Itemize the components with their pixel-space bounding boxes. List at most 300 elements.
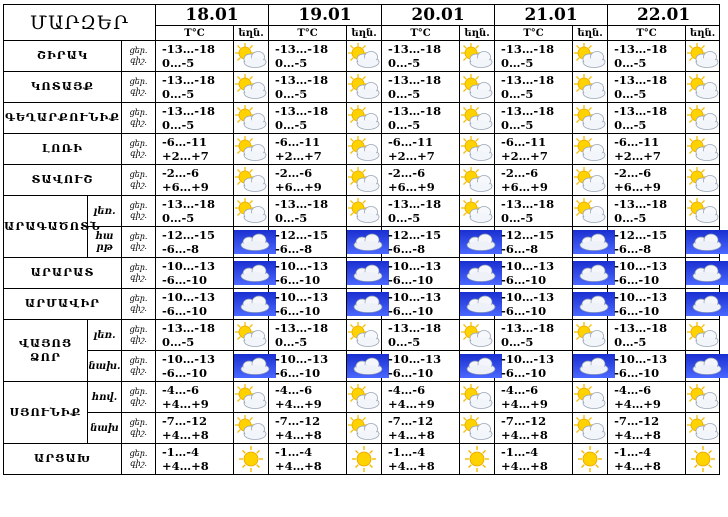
date-header: 21.01 [495,5,608,26]
weather-cell [234,196,269,227]
weather-cell [460,351,495,382]
night-temperature: 0…-5 [501,211,534,225]
night-temperature: 0…-5 [275,335,308,349]
weather-cell [460,227,495,258]
temperature-cell [156,258,234,289]
weather-cell [234,41,269,72]
sun-cloud-icon [460,73,494,101]
day-night-label [122,165,156,196]
night-temperature: -6…-8 [614,242,652,256]
weather-cell [573,382,608,413]
night-temperature: +4…+9 [388,397,435,411]
temperature-cell [495,72,573,103]
day-temperature: -13…-18 [162,197,216,211]
weather-cell [234,258,269,289]
weather-cell [234,134,269,165]
day-temperature: -4…-6 [388,383,426,397]
day-temperature: -10…-13 [162,352,216,366]
day-temperature: -1…-4 [162,445,200,459]
day-night-label [122,351,156,382]
sun-cloud-icon [234,414,268,442]
night-temperature: 0…-5 [388,211,421,225]
weather-cell [573,227,608,258]
cloud-icon [460,230,502,254]
sun-cloud-icon [573,73,607,101]
weather-cell [686,289,720,320]
day-temperature: -10…-13 [614,352,668,366]
region-name: ՍՅՈՒՆԻՔ [4,382,88,444]
subregion-label: լեռ. [88,320,122,351]
temperature-cell [495,227,573,258]
night-temperature: -6…-8 [275,242,313,256]
weather-cell [234,413,269,444]
day-temperature: -13…-18 [275,321,329,335]
sun-cloud-icon [234,135,268,163]
weather-cell [686,382,720,413]
temperature-cell [495,382,573,413]
weather-cell [347,444,382,475]
day-temperature: -6…-11 [614,135,660,149]
temperature-cell [269,103,347,134]
temperature-cell [269,196,347,227]
day-label: ցեր. [129,263,148,272]
night-temperature: +4…+9 [162,397,209,411]
date-header: 20.01 [382,5,495,26]
day-temperature: -2…-6 [614,166,652,180]
weather-cell [460,382,495,413]
temperature-cell [608,103,686,134]
temperature-cell [269,165,347,196]
sun-cloud-icon [686,197,720,225]
sun-cloud-icon [460,197,494,225]
day-temperature: -12…-15 [614,228,668,242]
region-name: ՎԱՅՈՑ ՁՈՐ [4,320,88,382]
temperature-cell [608,134,686,165]
temperature-cell [382,196,460,227]
weather-cell [460,72,495,103]
temperature-cell [156,351,234,382]
night-temperature: -6…-10 [501,366,547,380]
night-temperature: +6…+9 [501,180,548,194]
sun-cloud-icon [686,42,720,70]
day-night-label [122,289,156,320]
temperature-cell [156,413,234,444]
subregion-label: նախ [88,413,122,444]
region-name: ԼՈՌԻ [4,134,122,165]
regions-header: ՄԱՐԶԵՐ [4,5,156,41]
night-temperature: -6…-10 [501,304,547,318]
day-temperature: -13…-18 [388,42,442,56]
night-temperature: 0…-5 [388,56,421,70]
night-temperature: +4…+8 [388,428,435,442]
day-temperature: -10…-13 [275,352,329,366]
day-temperature: -6…-11 [388,135,434,149]
day-temperature: -1…-4 [501,445,539,459]
day-temperature: -1…-4 [614,445,652,459]
sun-icon [686,445,720,473]
day-temperature: -7…-12 [388,414,434,428]
weather-cell [234,165,269,196]
cloud-icon [460,292,502,316]
cloud-icon [460,354,502,378]
day-temperature: -6…-11 [162,135,208,149]
weather-cell [347,196,382,227]
weather-cell [347,72,382,103]
weather-cell [686,227,720,258]
day-temperature: -13…-18 [275,73,329,87]
sun-cloud-icon [347,383,381,411]
weather-cell [347,351,382,382]
weather-cell [234,351,269,382]
weather-cell [573,258,608,289]
weather-cell [686,320,720,351]
night-temperature: 0…-5 [275,211,308,225]
cloud-icon [573,230,615,254]
sun-cloud-icon [573,197,607,225]
sun-cloud-icon [460,414,494,442]
temperature-cell [608,165,686,196]
date-header: 18.01 [156,5,269,26]
temperature-cell [608,196,686,227]
weather-cell [460,134,495,165]
night-temperature: +4…+8 [501,459,548,473]
temperature-cell [269,72,347,103]
weather-cell [234,444,269,475]
day-label: ցեր. [129,294,148,303]
sun-cloud-icon [686,383,720,411]
night-temperature: +2…+7 [501,149,548,163]
day-temperature: -12…-15 [162,228,216,242]
night-temperature: 0…-5 [614,56,647,70]
temperature-cell [156,320,234,351]
temperature-cell [382,165,460,196]
night-temperature: -6…-8 [388,242,426,256]
weather-cell [347,382,382,413]
day-night-label [122,382,156,413]
day-temperature: -10…-13 [614,259,668,273]
day-temperature: -6…-11 [275,135,321,149]
region-name: ԳԵՂԱՐՔՈՒՆԻՔ [4,103,122,134]
day-temperature: -2…-6 [275,166,313,180]
sun-cloud-icon [686,166,720,194]
weather-cell [234,227,269,258]
day-label: ցեր. [129,108,148,117]
temperature-cell [156,134,234,165]
day-temperature: -13…-18 [614,104,668,118]
day-label: ցեր. [129,356,148,365]
temperature-cell [495,103,573,134]
day-night-label [122,134,156,165]
cloud-icon [347,230,389,254]
sun-cloud-icon [573,42,607,70]
night-temperature: +4…+9 [275,397,322,411]
day-label: ցեր. [129,46,148,55]
night-temperature: 0…-5 [275,118,308,132]
day-label: ցեր. [129,170,148,179]
weather-cell [573,103,608,134]
weather-cell [460,289,495,320]
weather-cell [347,134,382,165]
night-temperature: 0…-5 [501,87,534,101]
sun-cloud-icon [234,383,268,411]
sun-cloud-icon [686,104,720,132]
weather-cell [347,413,382,444]
weather-cell [460,165,495,196]
temperature-cell [382,444,460,475]
weather-cell [686,41,720,72]
sun-cloud-icon [460,104,494,132]
weather-cell [573,196,608,227]
temperature-cell [269,444,347,475]
night-temperature: +6…+9 [162,180,209,194]
sun-cloud-icon [347,197,381,225]
temperature-cell [495,413,573,444]
day-temperature: -10…-13 [501,259,555,273]
day-temperature: -13…-18 [614,42,668,56]
day-night-label [122,41,156,72]
sun-icon [347,445,381,473]
sun-cloud-icon [347,321,381,349]
day-temperature: -1…-4 [275,445,313,459]
night-label: գիշ. [130,366,147,375]
cloud-icon [234,261,276,285]
sun-cloud-icon [573,135,607,163]
temperature-cell [382,134,460,165]
sun-cloud-icon [460,42,494,70]
subregion-label: հա րթ [88,227,122,258]
day-temperature: -12…-15 [501,228,555,242]
night-label: գիշ. [130,304,147,313]
sun-cloud-icon [234,321,268,349]
day-temperature: -2…-6 [388,166,426,180]
night-label: գիշ. [130,397,147,406]
weather-cell [573,351,608,382]
table-body [4,41,720,475]
temperature-column-header: T°C [608,26,686,41]
sun-cloud-icon [460,166,494,194]
sun-cloud-icon [347,104,381,132]
day-temperature: -7…-12 [614,414,660,428]
day-temperature: -10…-13 [501,352,555,366]
cloud-icon [686,292,728,316]
day-temperature: -2…-6 [162,166,200,180]
forecast-row [4,41,720,72]
temperature-column-header: T°C [495,26,573,41]
sun-cloud-icon [573,321,607,349]
night-label: գիշ. [130,428,147,437]
night-temperature: 0…-5 [614,211,647,225]
temperature-cell [156,165,234,196]
temperature-cell [608,41,686,72]
weather-cell [234,320,269,351]
region-name: ԱՐԱՐԱՏ [4,258,122,289]
temperature-cell [156,41,234,72]
cloud-icon [686,230,728,254]
day-temperature: -13…-18 [275,197,329,211]
day-temperature: -13…-18 [614,321,668,335]
night-temperature: -6…-10 [275,273,321,287]
night-temperature: -6…-10 [614,273,660,287]
sun-cloud-icon [234,197,268,225]
temperature-cell [269,382,347,413]
weather-cell [347,227,382,258]
sun-cloud-icon [234,42,268,70]
day-temperature: -2…-6 [501,166,539,180]
temperature-cell [382,227,460,258]
sun-cloud-icon [686,321,720,349]
temperature-cell [156,227,234,258]
night-temperature: +4…+8 [501,428,548,442]
day-night-label [122,444,156,475]
region-name: ԱՐԱԳԱԾՈՏՆ [4,196,88,258]
weather-cell [573,72,608,103]
temperature-cell [156,196,234,227]
forecast-table [3,4,720,475]
weather-cell [347,320,382,351]
weather-cell [686,444,720,475]
night-temperature: +6…+9 [388,180,435,194]
night-temperature: 0…-5 [162,118,195,132]
night-temperature: 0…-5 [275,87,308,101]
night-temperature: 0…-5 [614,87,647,101]
subregion-label: նախ. [88,351,122,382]
night-label: գիշ. [130,56,147,65]
temperature-cell [269,41,347,72]
weather-cell [686,72,720,103]
cloud-icon [234,292,276,316]
night-temperature: +4…+8 [614,428,661,442]
day-temperature: -6…-11 [501,135,547,149]
weather-cell [573,41,608,72]
temperature-cell [382,289,460,320]
sun-cloud-icon [234,166,268,194]
temperature-cell [382,41,460,72]
sun-cloud-icon [573,104,607,132]
night-temperature: +4…+8 [162,428,209,442]
temperature-cell [382,103,460,134]
night-label: գիշ. [130,242,147,251]
day-temperature: -10…-13 [162,290,216,304]
temperature-cell [608,413,686,444]
weather-cell [573,444,608,475]
night-temperature: 0…-5 [388,87,421,101]
temperature-cell [269,258,347,289]
temperature-cell [495,320,573,351]
weather-cell [234,382,269,413]
temperature-cell [269,134,347,165]
day-label: ցեր. [129,77,148,86]
temperature-cell [495,289,573,320]
day-temperature: -13…-18 [501,104,555,118]
sun-cloud-icon [347,166,381,194]
day-label: ցեր. [129,387,148,396]
temperature-cell [382,72,460,103]
day-temperature: -13…-18 [501,197,555,211]
day-label: ցեր. [129,139,148,148]
weather-cell [460,258,495,289]
temperature-cell [608,227,686,258]
sun-cloud-icon [686,135,720,163]
forecast-row [4,196,720,227]
day-temperature: -1…-4 [388,445,426,459]
day-temperature: -13…-18 [501,321,555,335]
temperature-cell [156,382,234,413]
weather-cell [686,196,720,227]
temperature-cell [269,351,347,382]
night-temperature: +2…+7 [614,149,661,163]
forecast-row [4,103,720,134]
sun-icon [460,445,494,473]
night-temperature: 0…-5 [614,335,647,349]
cloud-icon [686,261,728,285]
day-label: ցեր. [129,418,148,427]
night-temperature: -6…-8 [162,242,200,256]
temperature-column-header: T°C [382,26,460,41]
night-temperature: +2…+7 [388,149,435,163]
weather-column-header: եղն. [234,26,269,41]
night-temperature: +4…+8 [275,459,322,473]
weather-cell [234,289,269,320]
forecast-row [4,413,720,444]
day-label: ցեր. [129,449,148,458]
region-name: ԱՐՑԱԽ [4,444,122,475]
night-temperature: -6…-10 [275,366,321,380]
night-label: գիշ. [130,149,147,158]
day-temperature: -13…-18 [162,104,216,118]
forecast-row [4,165,720,196]
day-temperature: -10…-13 [275,259,329,273]
night-temperature: 0…-5 [501,56,534,70]
night-temperature: -6…-10 [388,304,434,318]
night-temperature: 0…-5 [162,335,195,349]
weather-cell [686,103,720,134]
cloud-icon [573,261,615,285]
weather-cell [347,258,382,289]
temperature-cell [269,289,347,320]
night-temperature: 0…-5 [275,56,308,70]
day-night-label [122,227,156,258]
weather-cell [686,351,720,382]
sun-cloud-icon [460,135,494,163]
night-temperature: 0…-5 [162,56,195,70]
weather-cell [460,320,495,351]
temperature-cell [269,413,347,444]
day-label: ցեր. [129,201,148,210]
temperature-cell [382,320,460,351]
day-temperature: -13…-18 [162,321,216,335]
night-label: գիշ. [130,118,147,127]
weather-column-header: եղն. [347,26,382,41]
day-night-label [122,320,156,351]
day-temperature: -13…-18 [275,42,329,56]
night-temperature: 0…-5 [501,118,534,132]
day-temperature: -13…-18 [388,104,442,118]
day-night-label [122,196,156,227]
day-temperature: -7…-12 [275,414,321,428]
sun-cloud-icon [234,73,268,101]
weather-column-header: եղն. [573,26,608,41]
day-temperature: -13…-18 [275,104,329,118]
temperature-cell [382,413,460,444]
subregion-label: լեռ. [88,196,122,227]
forecast-row [4,134,720,165]
night-temperature: +6…+9 [614,180,661,194]
temperature-cell [608,289,686,320]
night-temperature: +4…+8 [162,459,209,473]
temperature-cell [608,72,686,103]
sun-cloud-icon [573,414,607,442]
weather-cell [573,320,608,351]
